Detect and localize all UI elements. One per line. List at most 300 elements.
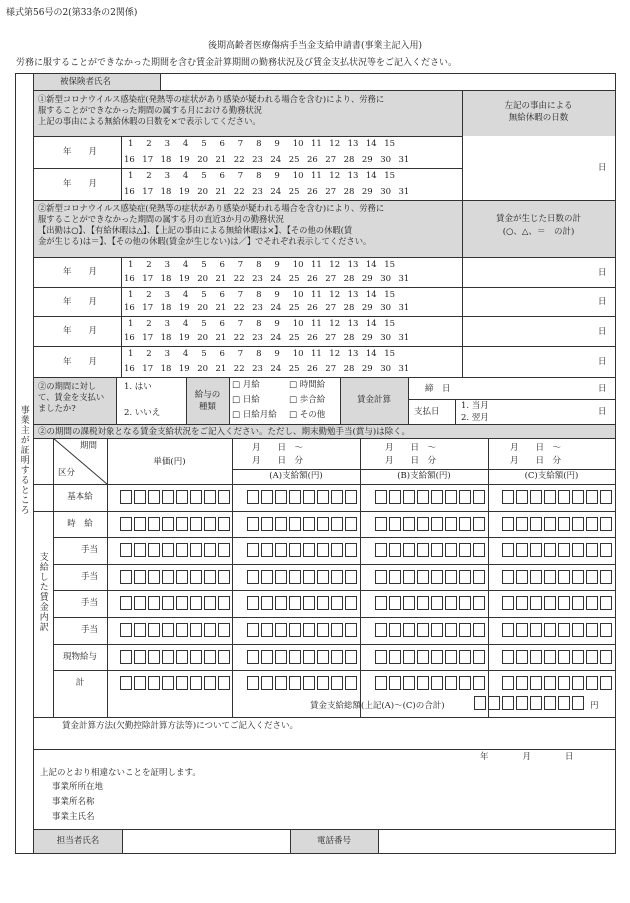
day-cell[interactable]: 27 [325,274,337,284]
day-cell[interactable]: 22 [233,364,245,374]
day-cell[interactable]: 21 [215,303,227,313]
day-cell[interactable]: 13 [347,290,359,300]
day-cell[interactable]: 9 [274,349,280,359]
day-cell[interactable]: 8 [256,319,262,329]
day-cell[interactable]: 6 [219,319,225,329]
day-cell[interactable]: 15 [384,139,396,149]
day-cell[interactable]: 11 [311,139,322,149]
day-cell[interactable]: 9 [274,290,280,300]
day-cell[interactable]: 6 [219,171,225,181]
day-cell[interactable]: 25 [288,303,300,313]
day-cell[interactable]: 2 [146,319,152,329]
sec2-day-unit-2: 日 [598,297,607,307]
amount-a-boxes[interactable] [247,623,357,637]
day-cell[interactable]: 1 [128,290,134,300]
day-cell[interactable]: 14 [365,139,377,149]
day-cell[interactable]: 31 [398,333,410,343]
q-yes-option[interactable]: 1. はい [124,382,152,392]
day-cell[interactable]: 10 [292,290,304,300]
day-cell[interactable]: 9 [274,260,280,270]
day-cell[interactable]: 6 [219,260,225,270]
day-cell[interactable]: 17 [142,187,154,197]
day-cell[interactable]: 8 [256,260,262,270]
day-cell[interactable]: 15 [384,319,396,329]
month-label: 年 月 [62,326,97,336]
day-cell[interactable]: 2 [146,171,152,181]
day-cell[interactable]: 19 [178,364,190,374]
day-cell[interactable]: 23 [252,274,263,284]
company-address-field[interactable] [110,780,610,793]
col-a-period-to: 月 日 分 [252,456,304,466]
day-cell[interactable]: 30 [380,187,392,197]
day-cell[interactable]: 2 [146,349,152,359]
day-cell[interactable]: 20 [197,364,209,374]
day-cell[interactable]: 2 [146,139,152,149]
day-cell[interactable]: 5 [201,349,207,359]
sec2-line-4: 金が生じる)は＝】、【その他の休暇(賃金が生じない)は／】でそれぞれ表示してください。 [38,236,372,246]
year-month-field[interactable] [60,169,120,199]
unit-price-boxes[interactable] [120,543,230,557]
day-cell[interactable]: 20 [197,187,209,197]
day-cell[interactable]: 17 [142,155,154,165]
amount-b-boxes[interactable] [375,490,485,504]
amount-b-boxes[interactable] [375,676,485,690]
day-cell[interactable]: 29 [361,364,373,374]
day-cell[interactable]: 29 [361,274,373,284]
day-cell[interactable]: 27 [325,155,337,165]
sec2-paid-days-field-1[interactable] [463,258,613,286]
day-cell[interactable]: 12 [329,171,341,181]
day-cell[interactable]: 10 [292,260,304,270]
day-cell[interactable]: 21 [215,274,227,284]
day-cell[interactable]: 21 [215,155,227,165]
day-cell[interactable]: 12 [329,260,341,270]
day-cell[interactable]: 6 [219,139,225,149]
day-cell[interactable]: 3 [164,171,171,181]
year-month-field[interactable] [60,258,120,286]
day-cell[interactable]: 20 [197,155,209,165]
amount-b-boxes[interactable] [375,650,485,664]
day-cell[interactable]: 13 [347,171,359,181]
day-cell[interactable]: 29 [361,333,373,343]
day-cell[interactable]: 3 [164,349,171,359]
amount-a-boxes[interactable] [247,517,357,531]
day-cell[interactable]: 18 [160,155,172,165]
type-daily[interactable]: □ 日給 [232,395,260,405]
day-cell[interactable]: 6 [219,349,225,359]
day-cell[interactable]: 25 [288,364,300,374]
day-cell[interactable]: 5 [201,319,207,329]
day-cell[interactable]: 21 [215,364,227,374]
day-cell[interactable]: 7 [237,260,244,270]
unit-price-boxes[interactable] [120,490,230,504]
day-cell[interactable]: 11 [311,171,322,181]
day-cell[interactable]: 31 [398,364,410,374]
day-cell[interactable]: 4 [182,290,189,300]
day-cell[interactable]: 24 [270,274,282,284]
company-address-label: 事業所所在地 [52,782,104,792]
year-month-field[interactable] [60,137,120,167]
day-cell[interactable]: 17 [142,364,154,374]
sec3-heading: ②の期間の課税対象となる賃金支給状況をご記入ください。ただし、期末勤勉手当(賞与)は除く。 [38,427,410,437]
day-cell[interactable]: 15 [384,349,396,359]
day-cell[interactable]: 16 [124,187,135,197]
day-cell[interactable]: 5 [201,171,207,181]
day-cell[interactable]: 16 [124,333,135,343]
day-cell[interactable]: 20 [197,303,209,313]
day-cell[interactable]: 31 [398,274,410,284]
day-cell[interactable]: 26 [307,333,318,343]
month-label: 年 月 [62,356,97,367]
day-cell[interactable]: 16 [124,364,135,374]
day-cell[interactable]: 15 [384,260,396,270]
sec2-right-2: (○、△、＝ の計) [502,227,575,237]
day-cell[interactable]: 8 [256,349,262,359]
sec1-right-2: 無給休暇の日数 [508,113,569,123]
owner-name-field[interactable] [110,810,610,823]
day-cell[interactable]: 4 [182,349,189,359]
amount-b-boxes[interactable] [375,570,485,584]
unit-price-boxes[interactable] [120,596,230,610]
day-cell[interactable]: 10 [292,139,304,149]
day-cell[interactable]: 14 [365,319,377,329]
day-cell[interactable]: 26 [307,274,318,284]
amount-a-boxes[interactable] [247,596,357,610]
day-cell[interactable]: 16 [124,303,135,313]
day-cell[interactable]: 14 [365,349,377,359]
day-cell[interactable]: 23 [252,333,263,343]
day-cell[interactable]: 18 [160,274,172,284]
day-cell[interactable]: 1 [128,260,134,270]
day-cell[interactable]: 14 [365,260,377,270]
month-label: 年 月 [62,296,97,307]
day-cell[interactable]: 14 [365,171,377,181]
insured-name-field[interactable] [161,74,615,90]
day-cell[interactable]: 7 [237,171,244,181]
day-cell[interactable]: 13 [347,349,359,359]
day-cell[interactable]: 19 [178,274,190,284]
day-cell[interactable]: 25 [288,155,300,165]
month-label: 年 月 [62,267,97,277]
day-cell[interactable]: 5 [201,139,207,149]
day-cell[interactable]: 1 [128,349,134,359]
day-cell[interactable]: 7 [237,139,244,149]
day-cell[interactable]: 31 [398,187,410,197]
amount-a-boxes[interactable] [247,570,357,584]
day-cell[interactable]: 17 [142,303,154,313]
pay-day-unit: 日 [598,407,607,417]
day-cell[interactable]: 31 [398,303,410,313]
wage-row-label: 現物給与 [62,652,97,662]
sec1-day-unit: 日 [598,163,607,173]
sec2-day-unit-3: 日 [598,327,607,337]
day-cell[interactable]: 10 [292,171,304,181]
category-label: 区分 [58,468,76,478]
calc-method-label: 賃金計算方法(欠勤控除計算方法等)についてご記入ください。 [62,721,298,731]
day-cell[interactable]: 21 [215,187,227,197]
close-day-field[interactable] [455,378,595,398]
amount-c-boxes[interactable] [502,517,612,531]
day-cell[interactable]: 26 [307,187,318,197]
unit-price-boxes[interactable] [120,676,230,690]
sec2-day-unit-4: 日 [598,357,607,367]
day-cell[interactable]: 28 [343,364,355,374]
day-cell[interactable]: 30 [380,364,392,374]
day-cell[interactable]: 28 [343,303,355,313]
wage-row-label: 計 [75,678,85,688]
sec1-unpaid-days-field[interactable] [463,137,613,199]
day-cell[interactable]: 19 [178,155,190,165]
day-cell[interactable]: 4 [182,319,189,329]
year-month-field[interactable] [60,288,120,315]
day-cell[interactable]: 5 [201,290,207,300]
day-cell[interactable]: 1 [128,139,134,149]
day-cell[interactable]: 7 [237,319,244,329]
day-cell[interactable]: 13 [347,319,359,329]
day-cell[interactable]: 29 [361,155,373,165]
type-commission[interactable]: □ 歩合給 [289,395,326,405]
form-number: 様式第56号の2(第33条の2関係) [6,8,138,18]
day-cell[interactable]: 18 [160,187,172,197]
day-cell[interactable]: 14 [365,290,377,300]
col-b-period-from: 月 日 ～ [385,443,437,453]
amount-a-boxes[interactable] [247,543,357,557]
person-label: 担当者氏名 [56,836,100,846]
amount-c-boxes[interactable] [502,650,612,664]
day-cell[interactable]: 30 [380,303,392,313]
q-line-2: て、賃金を支払い [38,392,105,402]
sec2-paid-days-field-2[interactable] [463,288,613,315]
day-cell[interactable]: 27 [325,333,337,343]
type-hourly[interactable]: □ 時間給 [289,380,326,390]
amount-c-boxes[interactable] [502,543,612,557]
day-cell[interactable]: 19 [178,333,190,343]
amount-b-boxes[interactable] [375,596,485,610]
day-cell[interactable]: 18 [160,364,172,374]
form-title: 後期高齢者医療傷病手当金支給申請書(事業主記入用) [207,41,423,51]
calc-method-field[interactable] [62,733,612,747]
day-cell[interactable]: 23 [252,364,263,374]
person-name-field[interactable] [123,830,289,852]
day-cell[interactable]: 4 [182,139,189,149]
total-amount-boxes[interactable] [474,696,584,710]
year-month-field[interactable] [60,347,120,376]
day-cell[interactable]: 31 [398,155,410,165]
amount-b-boxes[interactable] [375,623,485,637]
company-name-field[interactable] [110,795,610,808]
day-cell[interactable]: 6 [219,290,225,300]
sec1-line-2: 服することができなかった期間の属する月における勤務状況 [38,105,263,115]
day-cell[interactable]: 8 [256,171,262,181]
q-line-3: ましたか? [38,403,76,413]
day-cell[interactable]: 28 [343,155,355,165]
day-cell[interactable]: 15 [384,171,396,181]
day-cell[interactable]: 8 [256,139,262,149]
type-label-2: 種類 [198,402,216,412]
day-cell[interactable]: 9 [274,319,280,329]
day-cell[interactable]: 27 [325,187,337,197]
q-no-option[interactable]: 2. いいえ [124,408,161,418]
close-day-label: 締 日 [425,384,451,394]
day-cell[interactable]: 2 [146,290,152,300]
calc-label: 賃金計算 [356,395,391,405]
day-cell[interactable]: 7 [237,290,244,300]
sec2-line-1: ②新型コロナウイルス感染症(発熱等の症状があり感染が疑われる場合を含む)により、労務に [38,203,385,213]
day-cell[interactable]: 19 [178,187,190,197]
day-cell[interactable]: 15 [384,290,396,300]
owner-name-label: 事業主氏名 [52,812,95,822]
unit-price-label: 単価(円) [153,457,186,467]
amount-b-boxes[interactable] [375,543,485,557]
day-cell[interactable]: 18 [160,303,172,313]
day-cell[interactable]: 28 [343,274,355,284]
sec2-paid-days-field-4[interactable] [463,347,613,376]
type-label-cell [186,377,229,424]
day-cell[interactable]: 30 [380,155,392,165]
cert-date: 年 月 日 [480,752,574,762]
day-cell[interactable]: 26 [307,364,318,374]
day-cell[interactable]: 11 [311,290,322,300]
day-cell[interactable]: 27 [325,364,337,374]
phone-label: 電話番号 [316,836,351,846]
col-c-period-from: 月 日 ～ [510,443,562,453]
period-label: 期間 [80,441,98,451]
day-cell[interactable]: 1 [128,171,134,181]
day-cell[interactable]: 23 [252,187,263,197]
day-cell[interactable]: 9 [274,139,280,149]
day-cell[interactable]: 10 [292,319,304,329]
day-cell[interactable]: 28 [343,333,355,343]
day-cell[interactable]: 19 [178,303,190,313]
day-cell[interactable]: 4 [182,171,189,181]
day-cell[interactable]: 24 [270,187,282,197]
pay-day-label: 支払日 [414,407,440,417]
day-cell[interactable]: 1 [128,319,134,329]
day-cell[interactable]: 11 [311,260,322,270]
sec2-day-unit-1: 日 [598,268,607,278]
day-cell[interactable]: 12 [329,349,341,359]
intro-text: 労務に服することができなかった期間を含む賃金計算期間の勤務状況及び賃金支払状況等をご記入ください。 [16,58,458,68]
day-cell[interactable]: 12 [329,139,341,149]
day-cell[interactable]: 30 [380,274,392,284]
day-cell[interactable]: 11 [311,319,322,329]
col-b-period-to: 月 日 分 [385,456,437,466]
day-cell[interactable]: 3 [164,139,171,149]
wage-row-label: 手当 [80,625,98,635]
amount-c-boxes[interactable] [502,570,612,584]
unit-price-boxes[interactable] [120,517,230,531]
day-cell[interactable]: 22 [233,303,245,313]
day-cell[interactable]: 3 [164,319,171,329]
day-cell[interactable]: 26 [307,303,318,313]
day-cell[interactable]: 7 [237,349,244,359]
day-cell[interactable]: 22 [233,155,245,165]
col-c-label: (C)支給額(円) [524,471,579,481]
day-cell[interactable]: 26 [307,155,318,165]
day-cell[interactable]: 10 [292,349,304,359]
day-cell[interactable]: 4 [182,260,189,270]
unit-price-boxes[interactable] [120,650,230,664]
day-cell[interactable]: 29 [361,187,373,197]
day-cell[interactable]: 24 [270,364,282,374]
type-monthly[interactable]: □ 月給 [232,380,260,390]
day-cell[interactable]: 30 [380,333,392,343]
side-label: 事業主が証明するところ [18,405,29,515]
amount-a-boxes[interactable] [247,676,357,690]
close-day-unit: 日 [598,384,607,394]
day-cell[interactable]: 9 [274,171,280,181]
amount-a-boxes[interactable] [247,490,357,504]
day-cell[interactable]: 3 [164,290,171,300]
day-cell[interactable]: 3 [164,260,171,270]
day-cell[interactable]: 20 [197,274,209,284]
day-cell[interactable]: 2 [146,260,152,270]
day-cell[interactable]: 24 [270,333,282,343]
day-cell[interactable]: 16 [124,155,135,165]
day-cell[interactable]: 11 [311,349,322,359]
phone-number-field[interactable] [379,830,614,852]
amount-a-boxes[interactable] [247,650,357,664]
amount-c-boxes[interactable] [502,596,612,610]
year-month-field[interactable] [60,317,120,345]
day-cell[interactable]: 24 [270,303,282,313]
col-a-label: (A)支給額(円) [269,471,323,481]
day-cell[interactable]: 13 [347,260,359,270]
pay-current-month[interactable]: 1. 当月 [461,401,489,411]
day-cell[interactable]: 27 [325,303,337,313]
day-cell[interactable]: 12 [329,290,341,300]
day-cell[interactable]: 25 [288,333,300,343]
day-cell[interactable]: 23 [252,303,263,313]
amount-c-boxes[interactable] [502,676,612,690]
day-cell[interactable]: 21 [215,333,227,343]
type-other[interactable]: □ その他 [289,410,326,420]
amount-b-boxes[interactable] [375,517,485,531]
day-cell[interactable]: 25 [288,274,300,284]
day-cell[interactable]: 22 [233,187,245,197]
amount-c-boxes[interactable] [502,623,612,637]
amount-c-boxes[interactable] [502,490,612,504]
day-cell[interactable]: 22 [233,274,245,284]
day-cell[interactable]: 16 [124,274,135,284]
day-cell[interactable]: 20 [197,333,209,343]
unit-price-boxes[interactable] [120,623,230,637]
type-label-1: 給与の [194,390,221,400]
sec2-paid-days-field-3[interactable] [463,317,613,345]
day-cell[interactable]: 13 [347,139,359,149]
day-cell[interactable]: 25 [288,187,300,197]
day-cell[interactable]: 28 [343,187,355,197]
pay-next-month[interactable]: 2. 翌月 [461,413,489,423]
day-cell[interactable]: 22 [233,333,245,343]
sec2-line-2: 服することができなかった期間の属する月の直近3か月の勤務状況 [38,214,284,224]
day-cell[interactable]: 12 [329,319,341,329]
day-cell[interactable]: 17 [142,333,154,343]
day-cell[interactable]: 18 [160,333,172,343]
day-cell[interactable]: 8 [256,290,262,300]
company-name-label: 事業所名称 [52,797,95,807]
type-daily-monthly[interactable]: □ 日給月給 [232,410,277,420]
sec1-right-1: 左記の事由による [504,101,573,111]
day-cell[interactable]: 5 [201,260,207,270]
day-cell[interactable]: 23 [252,155,263,165]
day-cell[interactable]: 24 [270,155,282,165]
day-cell[interactable]: 29 [361,303,373,313]
total-yen: 円 [590,701,599,711]
unit-price-boxes[interactable] [120,570,230,584]
wage-row-label: 手当 [80,545,98,555]
day-cell[interactable]: 17 [142,274,154,284]
